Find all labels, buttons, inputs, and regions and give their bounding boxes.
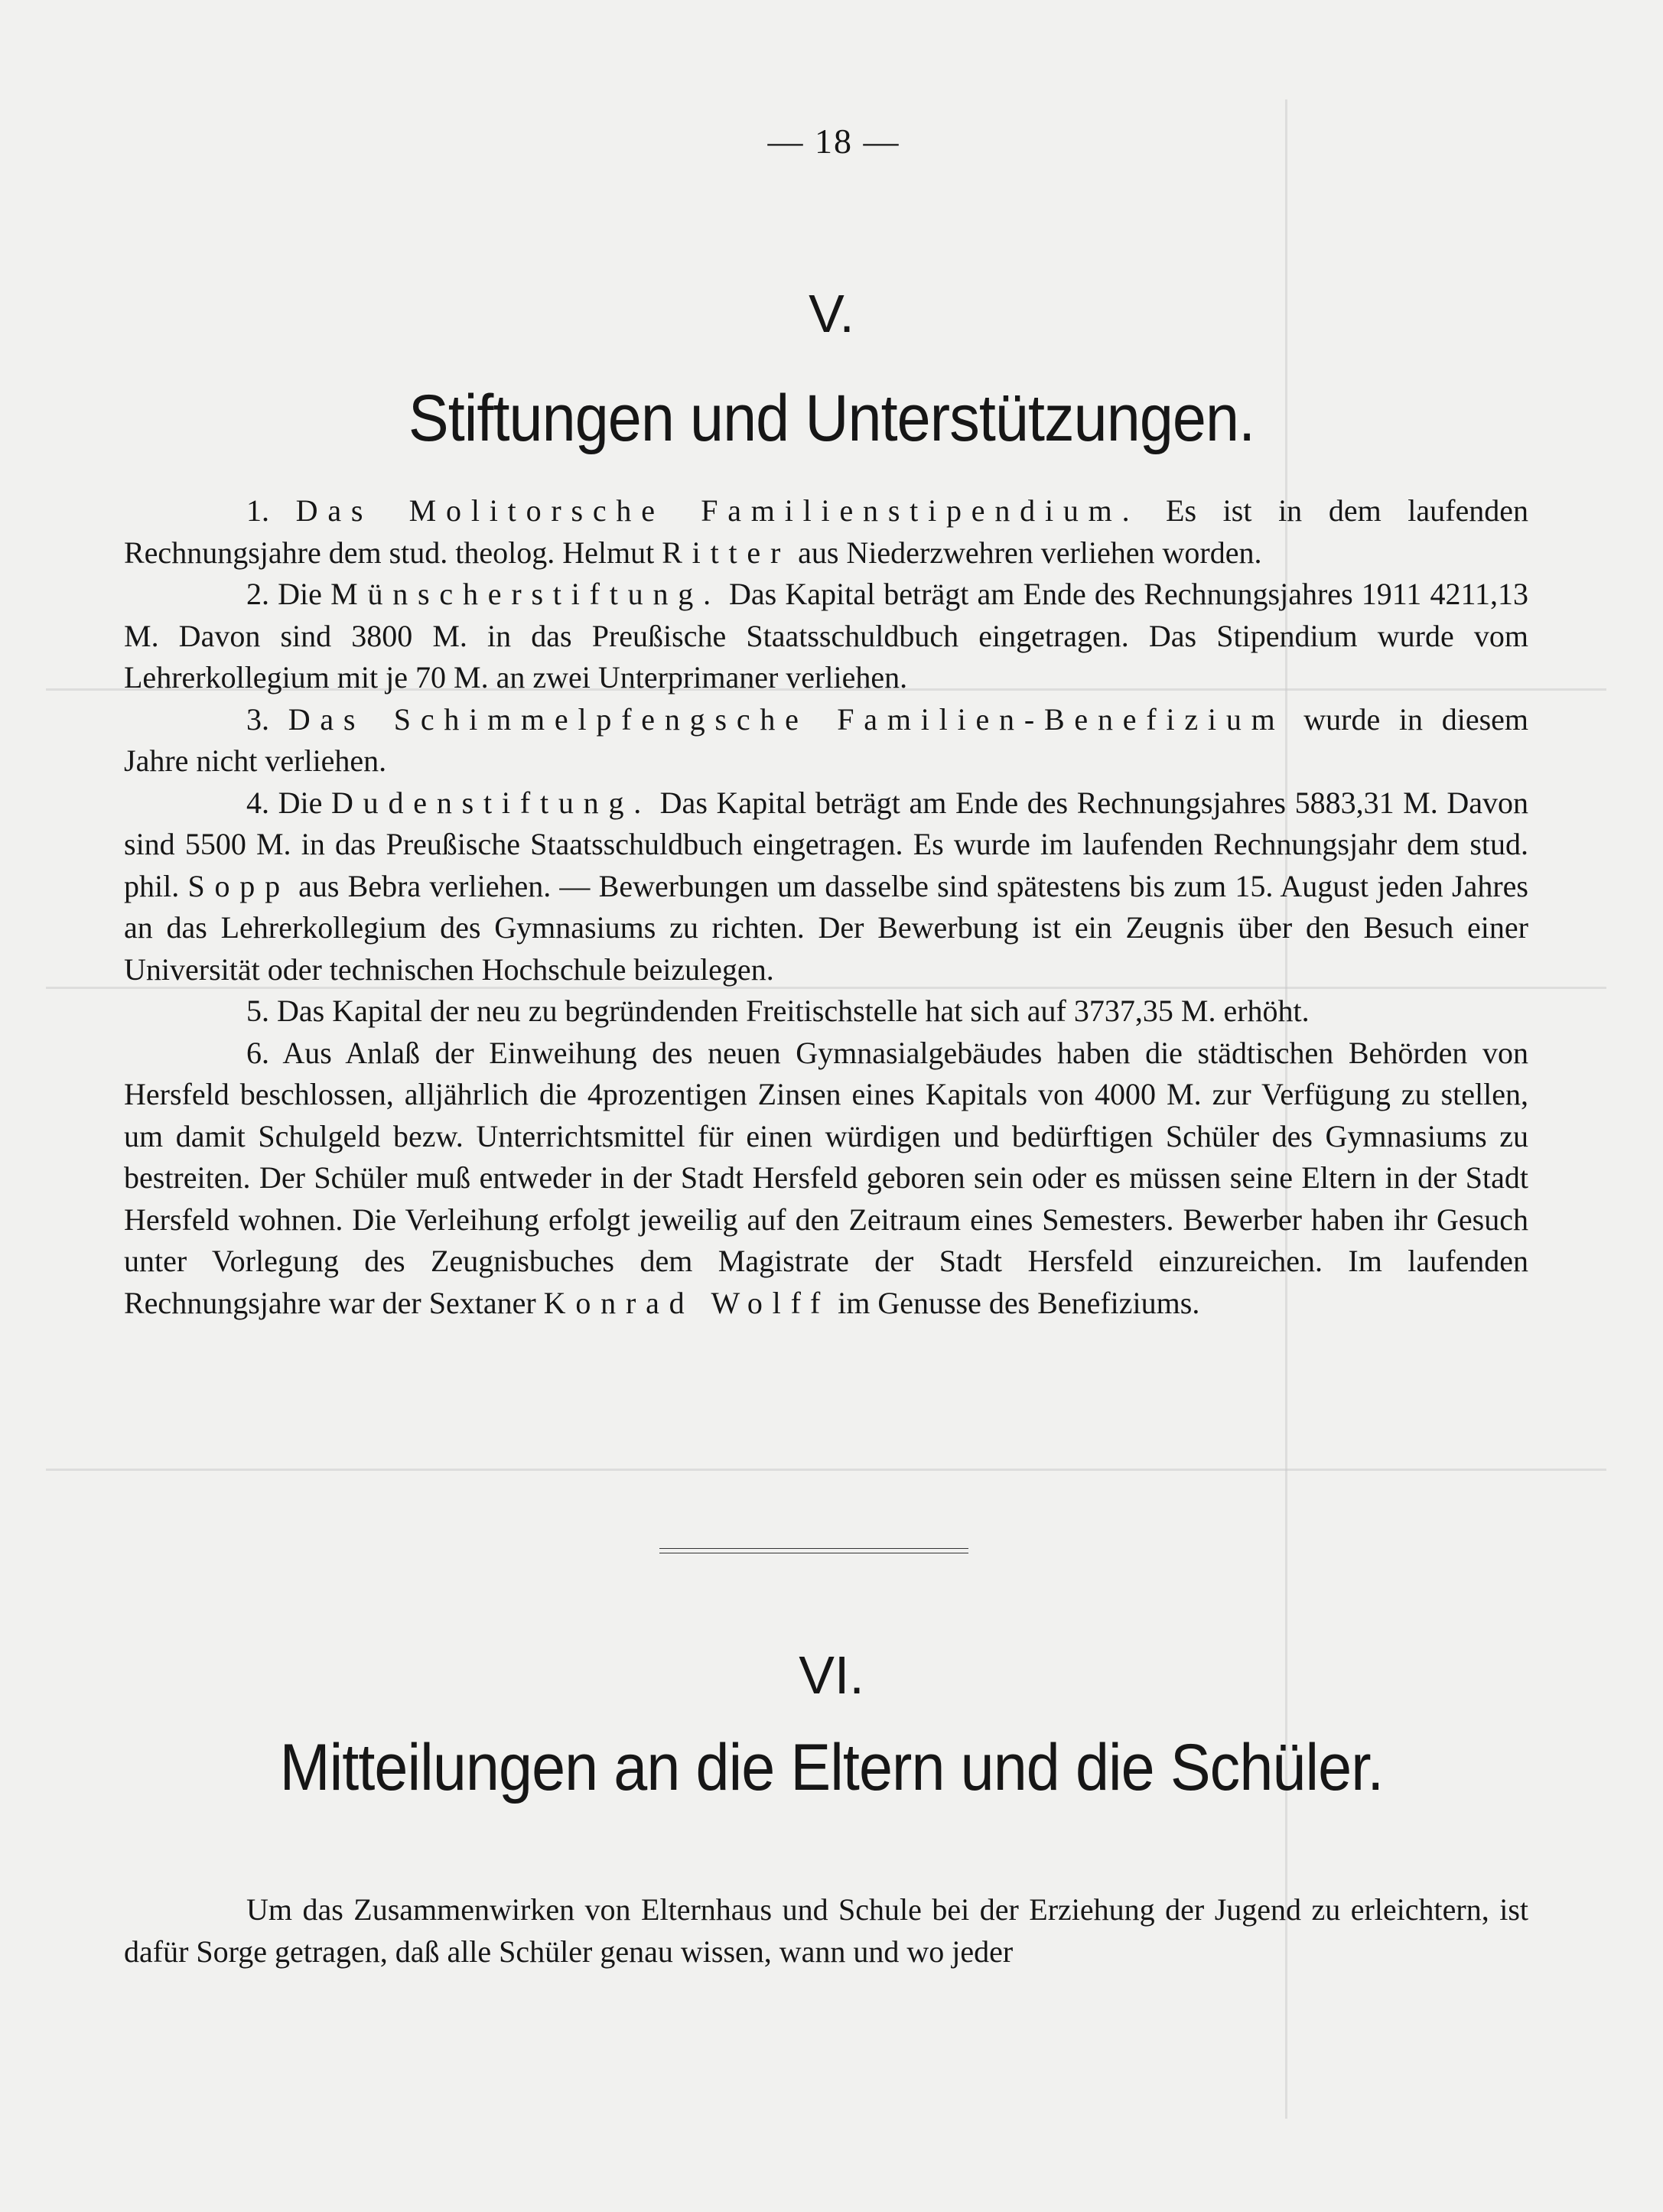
section-numeral-vi: VI. bbox=[799, 1645, 864, 1705]
paragraph-4: 4. Die Dudenstiftung. Das Kapital beträgt am Ende des Rechnungsjahres 5883,31 M. Davon sind 5500 M. in das Preußische Staatsschuldbuch eingetragen. Es wurde im laufenden Rechnungsjahr dem stud. phil. Sopp aus Bebra verliehen. — Bewerbungen um dasselbe sind spätestens bis zum 15. August jeden Jahres an das Lehrerkollegium des Gymnasiums zu richten. Der Bewerbung ist ein Zeugnis über den Besuch einer Universität oder technischen Hochschule beizulegen. bbox=[124, 785, 1528, 987]
section-numeral-v: V. bbox=[809, 284, 854, 343]
section-heading-v: Stiftungen und Unterstützungen. bbox=[408, 382, 1255, 455]
section-vi-body bbox=[124, 1889, 1528, 1973]
paragraph-3: 3. Das Schimmelpfengsche Familien-Benefizium wurde in diesem Jahre nicht verliehen. bbox=[124, 701, 1528, 778]
paragraph-6: 6. Aus Anlaß der Einweihung des neuen Gymnasialgebäudes haben die städtischen Behörden von Hersfeld beschlossen, alljährlich die 4prozentigen Zinsen eines Kapitals von 4000 M. zur Verfügung zu stellen, um damit Schulgeld bezw. Unterrichtsmittel für einen würdigen und bedürftigen Schüler des Gymnasiums zu bestreiten. Der Schüler muß entweder in der Stadt Hersfeld geboren sein oder es müssen seine Eltern in der Stadt Hersfeld wohnen. Die Verleihung erfolgt jeweilig auf den Zeitraum eines Semesters. Bewerber haben ihr Gesuch unter Vorlegung des Zeugnisbuches dem Magistrate der Stadt Hersfeld einzureichen. Im laufenden Rechnungsjahre war der Sextaner Konrad Wolff im Genusse des Benefiziums. bbox=[124, 1035, 1528, 1320]
paragraph-1: 1. Das Molitorsche Familienstipendium. Es ist in dem laufenden Rechnungsjahre dem stud. theolog. Helmut Ritter aus Niederzwehren verliehen worden. bbox=[124, 493, 1529, 570]
page-number: — 18 — bbox=[767, 122, 900, 161]
paragraph-2: 2. Die Münscherstiftung. Das Kapital beträgt am Ende des Rechnungsjahres 1911 4211,13 M. Davon sind 3800 M. in das Preußische Staatsschuldbuch eingetragen. Das Stipendium wurde vom Lehrerkollegium mit je 70 M. an zwei Unterprimaner verliehen. bbox=[124, 577, 1528, 695]
section-v-body bbox=[124, 490, 1528, 1324]
paragraph-5: 5. Das Kapital der neu zu begründenden Freitischstelle hat sich auf 3737,35 M. erhöht. bbox=[246, 994, 1310, 1028]
section-heading-vi: Mitteilungen an die Eltern und die Schüler. bbox=[279, 1731, 1384, 1804]
paragraph-vi-1: Um das Zusammenwirken von Elternhaus und Schule bei der Erziehung der Jugend zu erleichtern, ist dafür Sorge getragen, daß alle Schüler genau wissen, wann und wo jeder bbox=[124, 1892, 1528, 1969]
section-divider bbox=[659, 1548, 968, 1553]
show-through-rule bbox=[46, 1469, 1606, 1471]
